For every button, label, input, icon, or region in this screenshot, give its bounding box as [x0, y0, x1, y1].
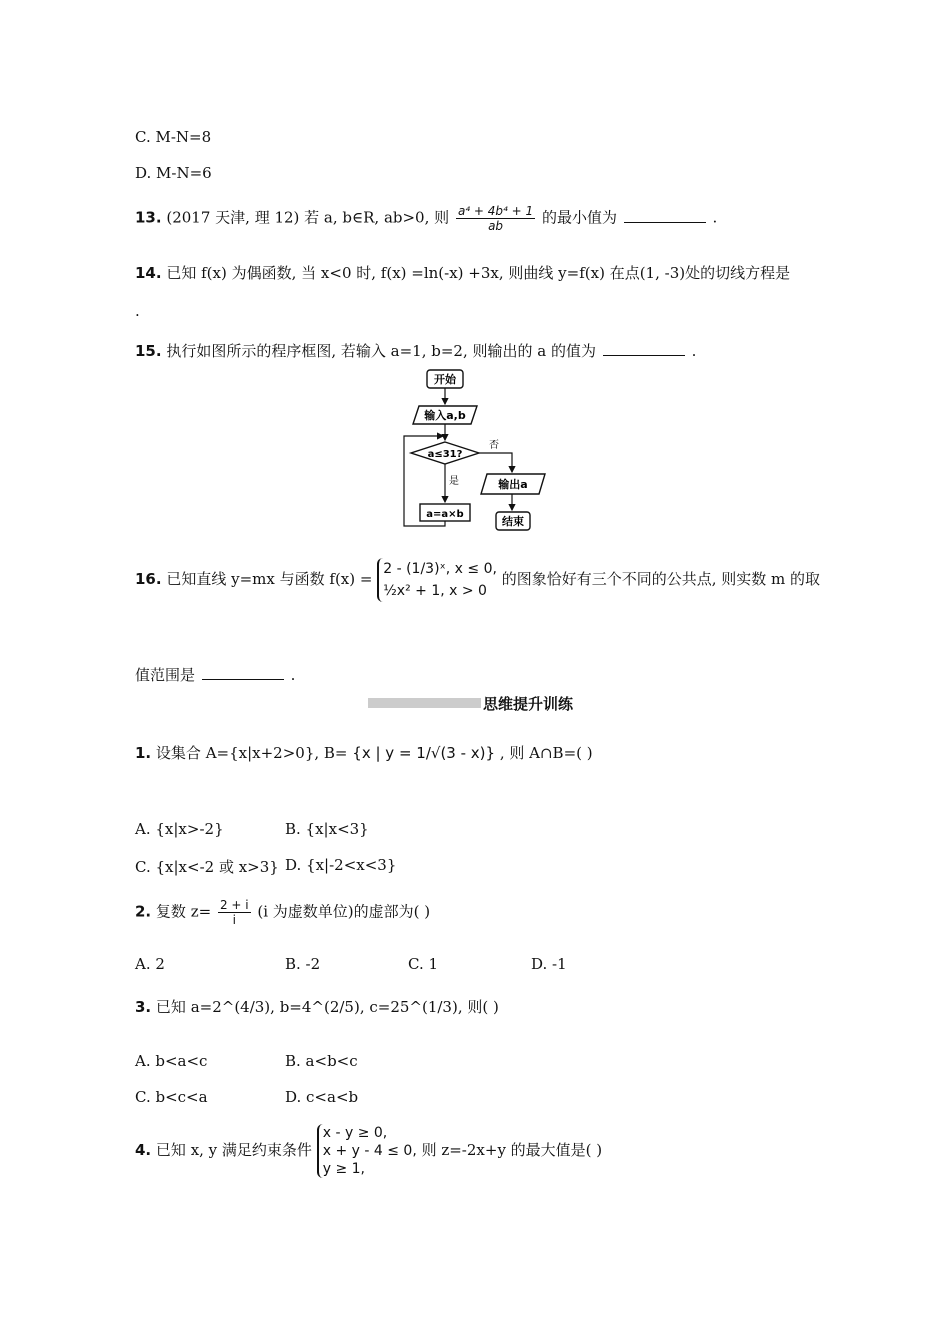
question-13	[135, 204, 717, 233]
question-text-2: 则 z=-2x+y 的最大值是( )	[421, 1141, 603, 1159]
question-15	[135, 340, 696, 361]
question-text: 已知 a=2^(4/3), b=4^(2/5), c=25^(1/3), 则( )	[155, 998, 499, 1016]
practice-question-3	[135, 996, 499, 1017]
option-c: C. 1	[408, 955, 439, 973]
question-text-3: 值范围是	[135, 666, 196, 684]
question-number: 13.	[135, 208, 162, 227]
q12-option-d: D. M-N=6	[135, 164, 212, 182]
question-text: 已知 f(x) 为偶函数, 当 x<0 时, f(x) =ln(-x) +3x, 则曲线 y=f(x) 在点(1, -3)处的切线方程是	[166, 264, 791, 282]
question-number: 4.	[135, 1141, 152, 1159]
flow-condition-label: a≤31?	[427, 449, 463, 460]
option-c: C. b<c<a	[135, 1088, 208, 1106]
option-a: A. b<a<c	[135, 1052, 208, 1070]
fraction	[456, 204, 535, 233]
question-number: 3.	[135, 998, 152, 1016]
period: .	[691, 342, 697, 360]
option-c: C. {x|x<-2 或 x>3}	[135, 858, 279, 876]
question-text-2: , 则 A∩B=( )	[499, 744, 593, 762]
option-a: A. 2	[135, 955, 165, 973]
practice-question-1	[135, 742, 593, 763]
question-16	[135, 558, 820, 602]
period: .	[712, 208, 718, 227]
option-a: A. {x|x>-2}	[135, 820, 224, 838]
piece-case-1: 2 - (1/3)ˣ, x ≤ 0,	[383, 561, 497, 577]
flow-yes-label: 是	[449, 476, 459, 487]
question-text: 已知直线 y=mx 与函数 f(x) =	[166, 570, 373, 588]
constraint-2: x + y - 4 ≤ 0,	[322, 1143, 417, 1159]
constraint-1: x - y ≥ 0,	[322, 1125, 388, 1141]
flowchart	[395, 366, 565, 536]
piece-case-2: ½x² + 1, x > 0	[383, 583, 487, 599]
question-text: 执行如图所示的程序框图, 若输入 a=1, b=2, 则输出的 a 的值为	[166, 342, 596, 360]
question-16-cont	[135, 664, 295, 685]
flow-start-label: 开始	[434, 373, 456, 386]
fraction-numerator: a⁴ + 4b⁴ + 1	[457, 204, 534, 218]
question-text: 复数 z=	[155, 902, 212, 921]
flow-assign-label: a=a×b	[426, 509, 464, 520]
fraction-denominator: ab	[488, 219, 504, 233]
flow-output-label: 输出a	[498, 478, 528, 491]
flow-no-label: 否	[489, 440, 499, 451]
question-number: 1.	[135, 744, 152, 762]
question-number: 14.	[135, 264, 162, 282]
fraction-denominator: i	[232, 913, 236, 927]
question-text-2: (i 为虚数单位)的虚部为( )	[257, 902, 431, 921]
flow-end-label: 结束	[502, 515, 524, 528]
section-title: 思维提升训练	[483, 695, 574, 713]
constraint-system	[317, 1124, 417, 1178]
question-14-cont: .	[135, 302, 140, 320]
fraction-numerator: 2 + i	[219, 898, 249, 912]
option-b: B. {x|x<3}	[285, 820, 369, 838]
question-text: (2017 天津, 理 12) 若 a, b∈R, ab>0, 则	[166, 208, 450, 227]
piecewise-function	[377, 558, 497, 602]
option-b: B. -2	[285, 955, 321, 973]
answer-blank	[624, 208, 706, 223]
question-14	[135, 262, 790, 283]
period: .	[290, 666, 296, 684]
answer-blank	[603, 341, 685, 356]
question-number: 15.	[135, 342, 162, 360]
option-d: D. {x|-2<x<3}	[285, 856, 397, 874]
option-b: B. a<b<c	[285, 1052, 358, 1070]
section-divider	[368, 698, 481, 708]
question-text-2: 的最小值为	[541, 208, 617, 227]
question-text-2: 的图象恰好有三个不同的公共点, 则实数 m 的取	[501, 570, 821, 588]
practice-question-4	[135, 1124, 602, 1178]
q12-option-c: C. M-N=8	[135, 128, 212, 146]
option-d: D. c<a<b	[285, 1088, 359, 1106]
set-expression: {x | y = 1/√(3 - x)}	[352, 744, 496, 762]
constraint-3: y ≥ 1,	[322, 1161, 365, 1177]
question-text: 已知 x, y 满足约束条件	[155, 1141, 312, 1159]
answer-blank	[202, 665, 284, 680]
question-number: 16.	[135, 570, 162, 588]
fraction	[218, 898, 251, 927]
question-text: 设集合 A={x|x+2>0}, B=	[155, 744, 348, 762]
flow-input-label: 输入a,b	[424, 409, 466, 422]
option-d: D. -1	[531, 955, 567, 973]
practice-question-2	[135, 898, 430, 927]
question-number: 2.	[135, 902, 152, 921]
